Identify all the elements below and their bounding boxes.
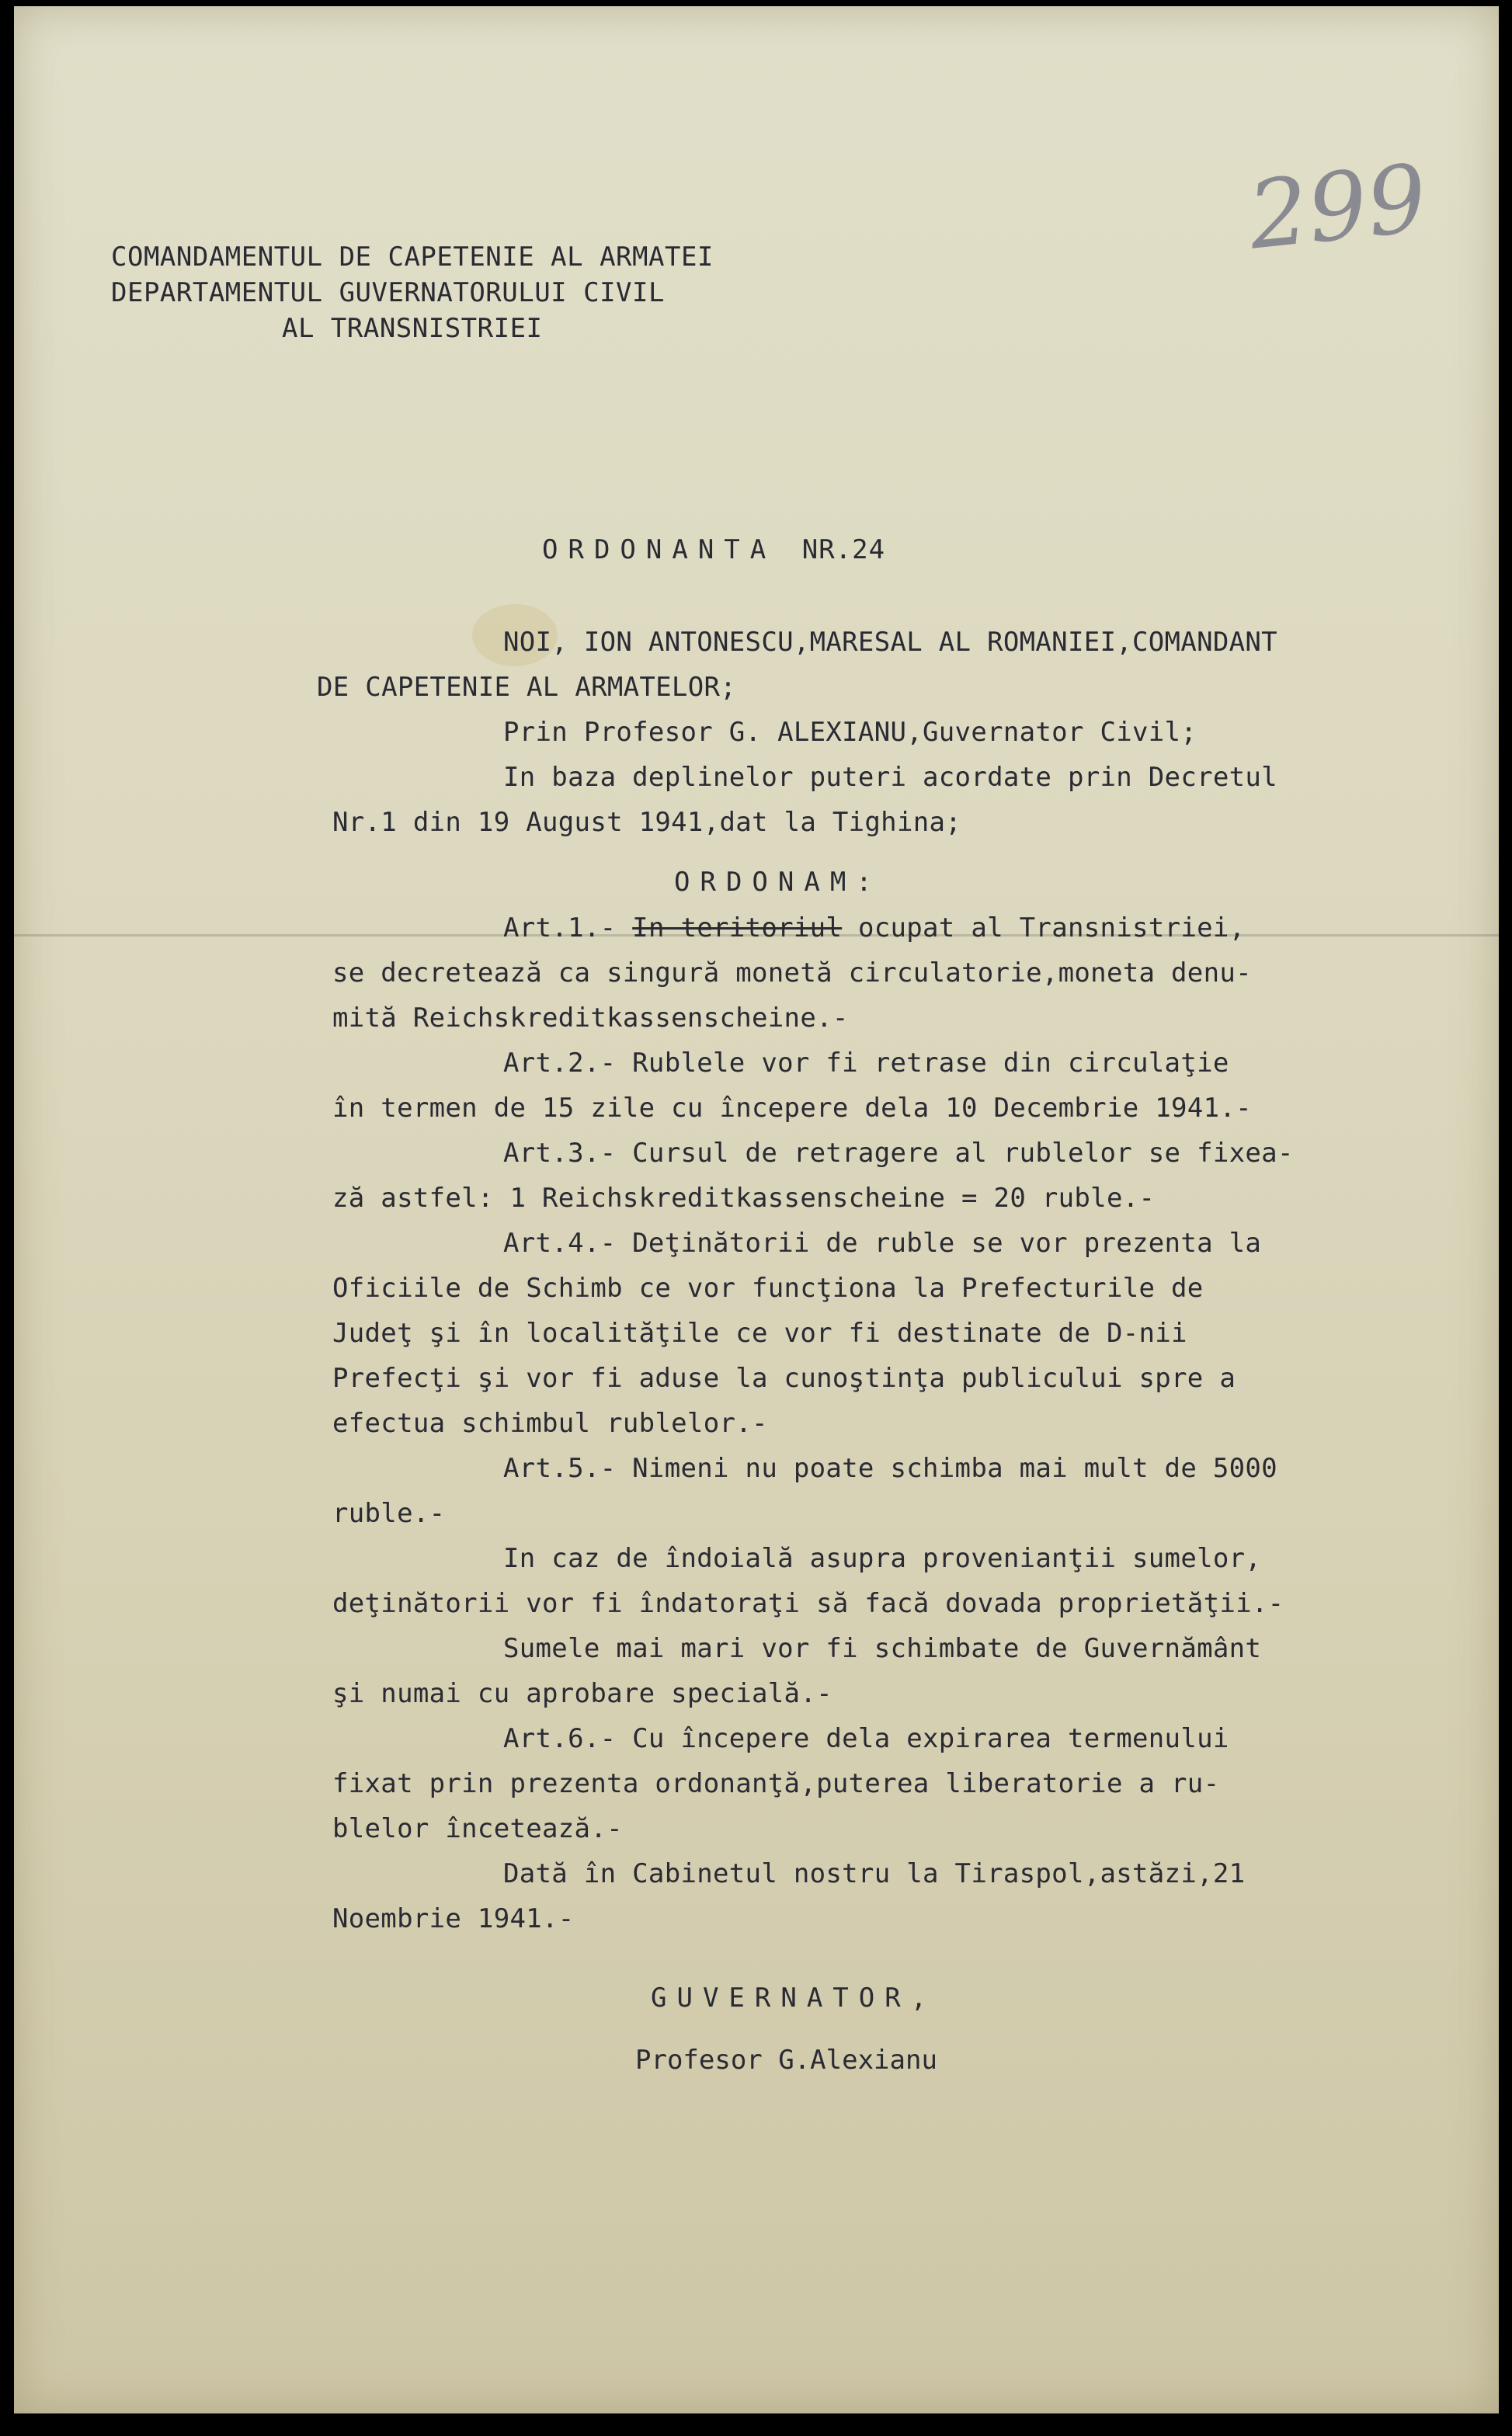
preamble-line-4: In baza deplinelor puteri acordate prin Decretul	[503, 762, 1277, 793]
preamble-line-3: Prin Profesor G. ALEXIANU,Guvernator Civil;	[503, 717, 1197, 748]
article-6-line-2: fixat prin prezenta ordonanţă,puterea liberatorie a ru-	[332, 1768, 1220, 1799]
article-5-line-5: Sumele mai mari vor fi schimbate de Guvernământ	[503, 1633, 1262, 1664]
article-1-rest: ocupat al Transnistriei,	[842, 912, 1246, 943]
date-line-1: Dată în Cabinetul nostru la Tiraspol,astăzi,21	[503, 1858, 1246, 1889]
article-5-line-4: deţinătorii vor fi îndatoraţi să facă dovada proprietăţii.-	[332, 1588, 1284, 1619]
ordonam-heading: ORDONAM:	[674, 867, 882, 898]
article-1-line-2: se decretează ca singură monetă circulatorie,moneta denu-	[332, 957, 1252, 989]
article-4-line-2: Oficiile de Schimb ce vor funcţiona la Prefecturile de	[332, 1273, 1204, 1304]
article-4-line-3: Judeţ şi în localităţile ce vor fi destinate de D-nii	[332, 1318, 1187, 1349]
signature-name: Profesor G.Alexianu	[635, 2045, 937, 2076]
signature-title: GUVERNATOR,	[651, 1983, 937, 2014]
article-3-line-2: ză astfel: 1 Reichskreditkassenscheine = 20 ruble.-	[332, 1183, 1156, 1214]
letterhead-line-2: DEPARTAMENTUL GUVERNATORULUI CIVIL	[111, 277, 665, 308]
article-1-line-3: mită Reichskreditkassenscheine.-	[332, 1003, 849, 1034]
article-1-prefix: Art.1.-	[503, 912, 633, 943]
article-1-line-1	[332, 905, 1420, 950]
article-1-struck-text: In teritoriul	[632, 912, 843, 943]
letterhead-line-3: AL TRANSNISTRIEI	[282, 313, 543, 344]
title-label: ORDONANTA	[542, 534, 777, 565]
article-5-line-3: In caz de îndoială asupra provenianţii sumelor,	[503, 1543, 1262, 1574]
preamble-line-2: DE CAPETENIE AL ARMATELOR;	[317, 672, 737, 703]
article-6-line-1: Art.6.- Cu începere dela expirarea termenului	[503, 1723, 1229, 1754]
article-4-line-5: efectua schimbul rublelor.-	[332, 1408, 768, 1439]
preamble-line-1: NOI, ION ANTONESCU,MARESAL AL ROMANIEI,COMANDANT	[503, 627, 1277, 658]
document-title	[542, 534, 885, 565]
preamble-line-5: Nr.1 din 19 August 1941,dat la Tighina;	[332, 807, 962, 838]
letterhead	[111, 239, 714, 346]
handwritten-archive-number: 299	[1243, 144, 1432, 271]
title-number: NR.24	[801, 534, 886, 565]
article-2-line-1: Art.2.- Rublele vor fi retrase din circulaţie	[503, 1048, 1229, 1079]
article-5-line-1: Art.5.- Nimeni nu poate schimba mai mult de 5000	[503, 1453, 1277, 1484]
article-4-line-1: Art.4.- Deţinătorii de ruble se vor prezenta la	[503, 1228, 1262, 1259]
date-line-2: Noembrie 1941.-	[332, 1903, 575, 1934]
article-3-line-1: Art.3.- Cursul de retragere al rublelor se fixea-	[503, 1138, 1294, 1169]
document-page	[14, 6, 1499, 2413]
article-5-line-6: şi numai cu aprobare specială.-	[332, 1678, 832, 1709]
article-5-line-2: ruble.-	[332, 1498, 446, 1529]
article-2-line-2: în termen de 15 zile cu începere dela 10 Decembrie 1941.-	[332, 1093, 1252, 1124]
article-4-line-4: Prefecţi şi vor fi aduse la cunoştinţa publicului spre a	[332, 1363, 1236, 1394]
document-body	[317, 620, 1420, 1941]
article-6-line-3: blelor încetează.-	[332, 1813, 623, 1844]
letterhead-line-1: COMANDAMENTUL DE CAPETENIE AL ARMATEI	[111, 242, 714, 273]
